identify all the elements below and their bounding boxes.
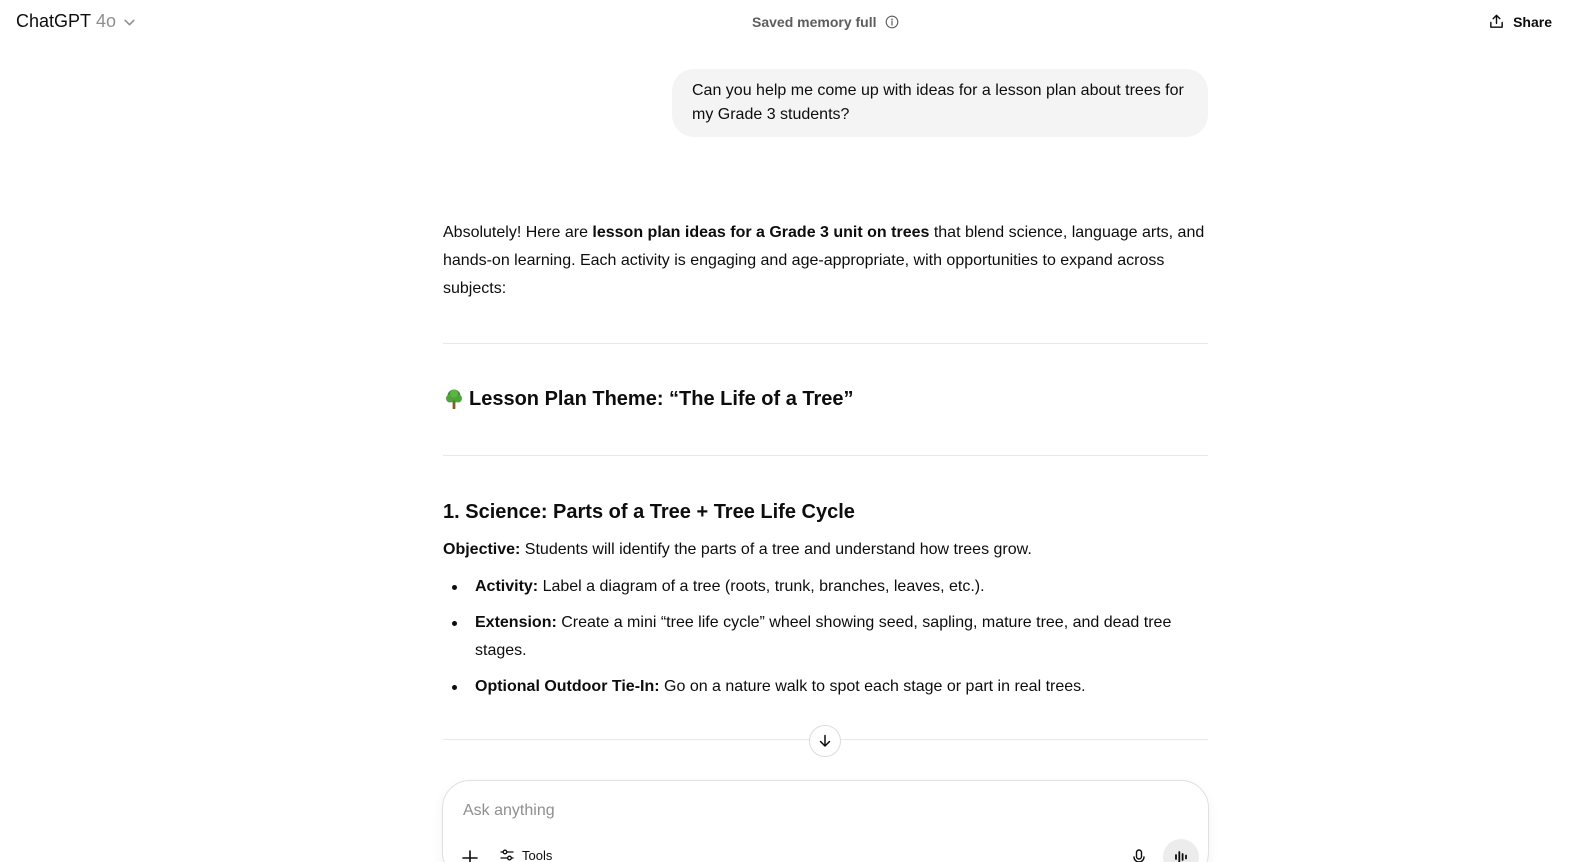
model-version: 4o bbox=[96, 11, 117, 31]
microphone-icon[interactable] bbox=[1129, 847, 1149, 862]
tree-icon bbox=[443, 388, 465, 410]
list-item-label: Optional Outdoor Tie-In: bbox=[475, 678, 660, 695]
list-item-label: Extension: bbox=[475, 614, 557, 631]
memory-status-label: Saved memory full bbox=[752, 14, 877, 30]
activity-list bbox=[443, 573, 1208, 709]
list-item-text: Create a mini “tree life cycle” wheel showing seed, sapling, mature tree, and dead tree stages. bbox=[475, 614, 1172, 659]
top-bar bbox=[0, 0, 1573, 46]
divider bbox=[443, 455, 1208, 456]
section-heading: 1. Science: Parts of a Tree + Tree Life Cycle bbox=[443, 501, 855, 523]
objective-label: Objective: bbox=[443, 541, 521, 558]
model-selector[interactable] bbox=[16, 11, 136, 32]
chevron-down-icon bbox=[123, 16, 136, 29]
voice-mode-icon bbox=[1172, 848, 1190, 862]
objective-text: Students will identify the parts of a tree and understand how trees grow. bbox=[520, 541, 1032, 558]
theme-heading bbox=[443, 385, 854, 413]
assistant-message bbox=[443, 219, 1208, 695]
tools-button[interactable] bbox=[499, 847, 552, 862]
plus-icon[interactable] bbox=[459, 847, 481, 862]
user-message: Can you help me come up with ideas for a lesson plan about trees for my Grade 3 students? bbox=[672, 69, 1208, 137]
sliders-icon bbox=[499, 847, 515, 862]
divider bbox=[443, 343, 1208, 344]
list-item bbox=[443, 673, 1208, 701]
tools-label: Tools bbox=[522, 847, 553, 862]
list-item bbox=[443, 609, 1208, 665]
list-item-label: Activity: bbox=[475, 578, 539, 595]
composer bbox=[442, 780, 1209, 862]
list-item-text: Go on a nature walk to spot each stage or part in real trees. bbox=[659, 678, 1086, 695]
intro-text: Absolutely! Here are bbox=[443, 224, 593, 241]
share-label: Share bbox=[1513, 13, 1552, 30]
intro-text-end: that blend science, language arts, and hands-on learning. Each activity is engaging and age-appropriate, with opportunities to expand across subjects: bbox=[443, 224, 1205, 297]
memory-status[interactable] bbox=[752, 14, 899, 30]
share-button[interactable] bbox=[1488, 13, 1552, 30]
info-icon[interactable] bbox=[885, 15, 899, 29]
voice-mode-button[interactable] bbox=[1163, 839, 1199, 862]
model-name: ChatGPT bbox=[16, 11, 92, 31]
list-item bbox=[443, 573, 1208, 601]
intro-bold-text: lesson plan ideas for a Grade 3 unit on trees bbox=[592, 224, 930, 241]
objective bbox=[443, 538, 1032, 562]
prompt-input[interactable] bbox=[463, 799, 1163, 823]
arrow-down-icon bbox=[817, 733, 833, 749]
assistant-intro bbox=[443, 219, 1208, 303]
list-item-text: Label a diagram of a tree (roots, trunk, branches, leaves, etc.). bbox=[538, 578, 985, 595]
theme-heading-text: Lesson Plan Theme: “The Life of a Tree” bbox=[469, 388, 854, 410]
scroll-to-bottom-button[interactable] bbox=[809, 725, 841, 757]
share-icon bbox=[1488, 13, 1505, 30]
